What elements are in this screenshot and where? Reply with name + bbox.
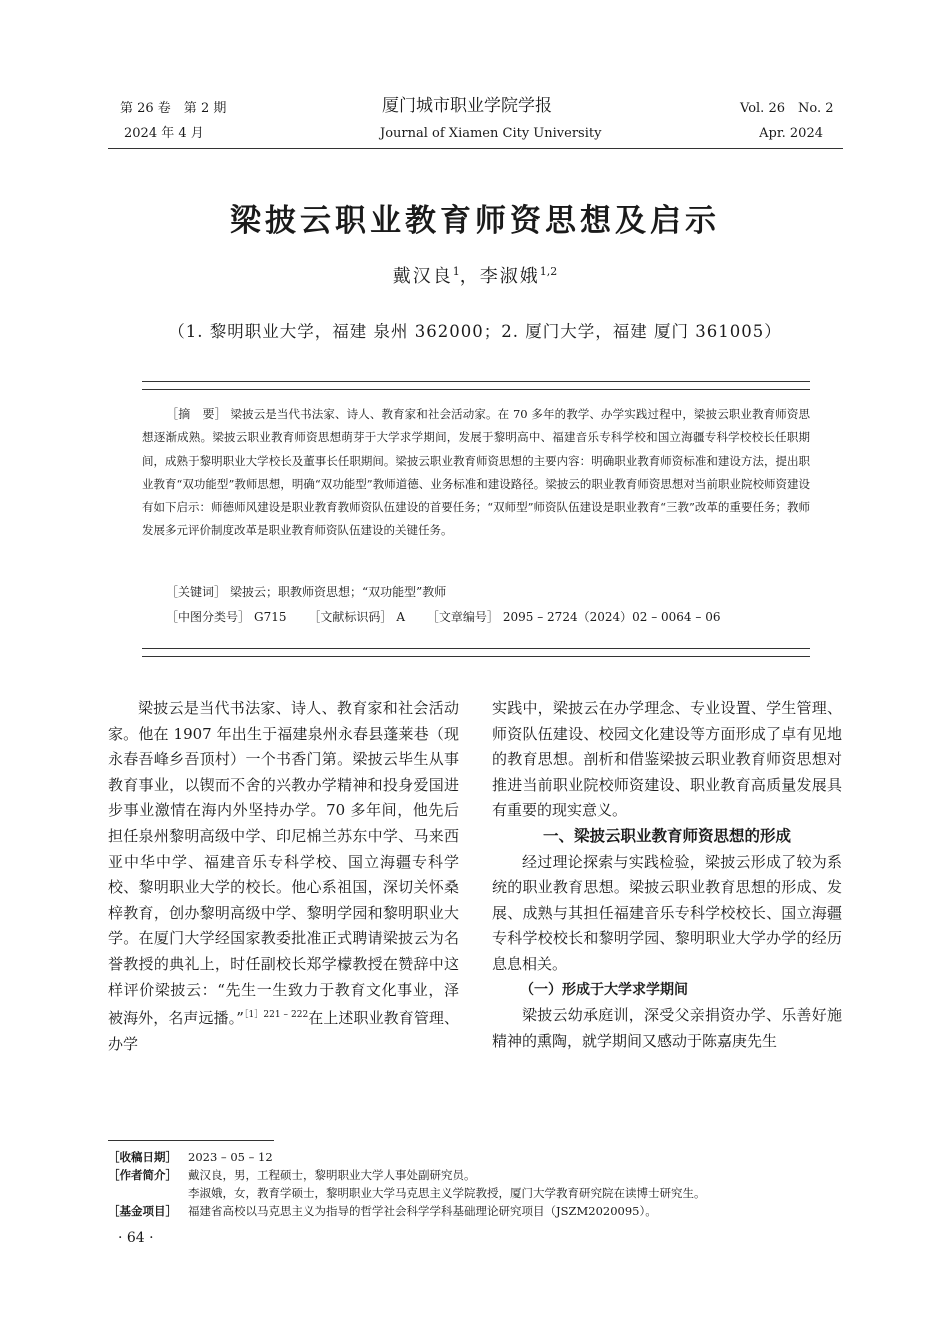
doc-code-label: ［文献标识码］ xyxy=(308,610,393,624)
abstract xyxy=(142,403,810,543)
footnote-fund xyxy=(108,1202,848,1220)
paragraph: 经过理论探索与实践检验，梁披云形成了较为系统的职业教育思想。梁披云职业教育思想的形成、发展、成熟与其担任福建音乐专科学校校长、国立海疆专科学校校长和黎明学园、黎明职业大学办学的经历息息相关。 xyxy=(492,852,842,973)
paragraph xyxy=(108,696,459,1057)
fund-label: ［基金项目］ xyxy=(108,1204,177,1218)
abstract-label: ［摘 要］ xyxy=(166,407,227,421)
journal-title: 厦门城市职业学院学报 xyxy=(382,96,552,116)
abstract-bottom-rule-2 xyxy=(142,656,810,657)
paragraph: 梁披云幼承庭训，深受父亲捐资办学、乐善好施精神的熏陶，就学期间又感动于陈嘉庚先生 xyxy=(492,1006,842,1050)
abstract-bottom-rule-1 xyxy=(142,648,810,649)
issue-date: 2024 年 4 月 xyxy=(124,126,204,141)
affiliations: （1. 黎明职业大学，福建 泉州 362000；2. 厦门大学，福建 厦门 361005） xyxy=(168,322,782,341)
abstract-top-rule-1 xyxy=(142,381,810,382)
author-1: 戴汉良 xyxy=(392,266,453,287)
paragraph-text: 在上述职业教育管理、办学 xyxy=(108,1009,459,1053)
footnote-received xyxy=(108,1148,848,1166)
author-bio-2: 李淑娥，女，教育学硕士，黎明职业大学马克思主义学院教授，厦门大学教育研究院在读博士研究生。 xyxy=(188,1186,706,1200)
received-date: 2023 – 05 – 12 xyxy=(188,1150,273,1164)
footnote-author-2 xyxy=(108,1184,848,1202)
author-line xyxy=(0,262,950,288)
author-separator: ， xyxy=(459,266,480,287)
author-1-affil: 1 xyxy=(452,265,460,278)
footnote-rule xyxy=(108,1140,274,1141)
header-rule xyxy=(108,148,843,149)
paragraph-text: 梁披云是当代书法家、诗人、教育家和社会活动家。他在 1907 年出生于福建泉州永春县蓬莱巷（现永春吾峰乡吾顶村）一个书香门第。梁披云毕生从事教育事业，以锲而不舍的兴教办学精神和投身爱国进步事业激情在海内外坚持办学。70 多年间，他先后担任泉州黎明高级中学、印尼棉兰苏东中学、马来西亚中华中学、福建音乐专科学校、国立海疆专科学校、黎明职业大学的校长。他心系祖国，深切关怀桑梓教育，创办黎明高级中学、黎明学园和黎明职业大学。在厦门大学经国家教委批准正式聘请梁披云为名誉教授的典礼上，时任副校长郑学檬教授在赞辞中这样评价梁披云：“先生一生致力于教育文化事业，泽被海外，名声远播。” xyxy=(108,699,459,1028)
fund-text: 福建省高校以马克思主义为指导的哲学社会科学学科基础理论研究项目（JSZM2020095）。 xyxy=(188,1204,657,1218)
subsection-heading: （一）形成于大学求学期间 xyxy=(520,981,688,998)
citation: ［1］221 – 222 xyxy=(243,1010,309,1021)
article-number-label: ［文章编号］ xyxy=(426,610,499,624)
classification-line xyxy=(166,608,738,625)
clc-code: G715 xyxy=(254,610,287,624)
page-number: · 64 · xyxy=(118,1230,154,1246)
abstract-top-rule-2 xyxy=(142,389,810,390)
doc-code: A xyxy=(396,610,406,624)
abstract-text: 梁披云是当代书法家、诗人、教育家和社会活动家。在 70 多年的教学、办学实践过程中，梁披云职业教育师资思想逐渐成熟。梁披云职业教育师资思想萌芽于大学求学期间，发展于黎明高中、福建音乐专科学校和国立海疆专科学校校长任职期间，成熟于黎明职业大学校长及董事长任职期间。梁披云职业教育师资思想的主要内容：明确职业教育师资标准和建设方法，提出职业教育“双功能型”教师思想，明确“双功能型”教师道德、业务标准和建设路径。梁披云的职业教育师资思想对当前职业院校师资建设有如下启示：师德师风建设是职业教育教师资队伍建设的首要任务；“双师型”师资队伍建设是职业教育“三教”改革的重要任务；教师发展多元评价制度改革是职业教育师资队伍建设的关键任务。 xyxy=(142,407,810,538)
author-2-affil: 1,2 xyxy=(539,265,558,278)
keywords-label: ［关键词］ xyxy=(166,585,227,599)
paper-title: 梁披云职业教育师资思想及启示 xyxy=(230,203,720,239)
received-label: ［收稿日期］ xyxy=(108,1150,177,1164)
keywords: 梁披云；职教师资思想；“双功能型”教师 xyxy=(230,585,447,599)
footnotes xyxy=(108,1148,848,1220)
journal-title-en: Journal of Xiamen City University xyxy=(380,126,602,141)
clc-label: ［中图分类号］ xyxy=(166,610,251,624)
footnote-author xyxy=(108,1166,848,1184)
section-heading: 一、梁披云职业教育师资思想的形成 xyxy=(542,826,791,845)
date-en: Apr. 2024 xyxy=(759,126,823,141)
volume-en: Vol. 26 No. 2 xyxy=(740,101,834,116)
article-number: 2095 – 2724（2024）02 – 0064 – 06 xyxy=(502,610,721,624)
paragraph: 实践中，梁披云在办学理念、专业设置、学生管理、师资队伍建设、校园文化建设等方面形成了卓有见地的教育思想。剖析和借鉴梁披云职业教育师资思想对推进当前职业院校师资建设、职业教育高质量发展具有重要的现实意义。 xyxy=(492,699,842,820)
keywords-line xyxy=(166,583,464,600)
author-2: 李淑娥 xyxy=(479,266,540,287)
volume-issue: 第 26 卷 第 2 期 xyxy=(120,101,227,116)
author-bio-label: ［作者简介］ xyxy=(108,1168,177,1182)
body-left-column xyxy=(108,696,459,1057)
author-bio-1: 戴汉良，男，工程硕士，黎明职业大学人事处副研究员。 xyxy=(188,1168,476,1182)
body-right-column xyxy=(492,696,842,1054)
